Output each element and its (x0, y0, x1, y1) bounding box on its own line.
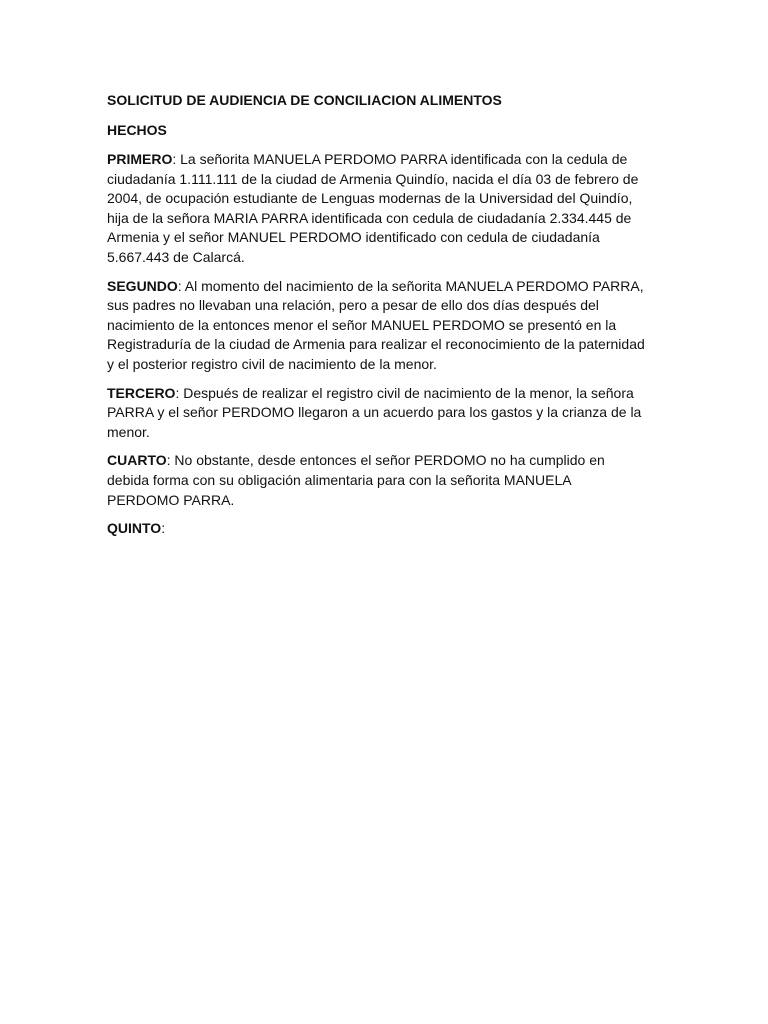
paragraph-text-cuarto: : No obstante, desde entonces el señor PERDOMO no ha cumplido en debida forma con su obligación alimentaria para con la señorita MANUELA PERDOMO PARRA. (107, 452, 605, 508)
paragraph-label-quinto: QUINTO (107, 520, 162, 537)
paragraph-label-primero: PRIMERO (107, 151, 173, 167)
paragraph-text-primero: : La señorita MANUELA PERDOMO PARRA identificada con la cedula de ciudadanía 1.111.111 de la ciudad de Armenia Quindío, nacida el día 03 de febrero de 2004, de ocupación estudiante de Lenguas modernas de la Universidad del Quindío, hija de la señora MARIA PARRA identificada con cedula de ciudadanía 2.334.445 de Armenia y el señor MANUEL PERDOMO identificado con cedula de ciudadanía 5.667.443 de Calarcá. (107, 151, 639, 265)
paragraph-label-cuarto: CUARTO (107, 452, 167, 469)
paragraph-text-quinto: : (161, 520, 166, 537)
paragraph-segundo (107, 277, 647, 375)
document-title: SOLICITUD DE AUDIENCIA DE CONCILIACION ALIMENTOS (107, 92, 502, 108)
paragraph-text-segundo: : Al momento del nacimiento de la señorita MANUELA PERDOMO PARRA, sus padres no llevaban una relación, pero a pesar de ello dos días después del nacimiento de la entonces menor el señor MANUEL PERDOMO se presentó en la Registraduría de la ciudad de Armenia para realizar el reconocimiento de la paternidad y el posterior registro civil de nacimiento de la menor. (107, 277, 645, 372)
paragraph-text-tercero: : Después de realizar el registro civil de nacimiento de la menor, la señora PARRA y el señor PERDOMO llegaron a un acuerdo para los gastos y la crianza de la menor. (107, 384, 642, 440)
paragraph-cuarto (107, 451, 647, 510)
document-page (107, 91, 647, 548)
paragraph-label-tercero: TERCERO (107, 384, 176, 401)
paragraph-tercero (107, 384, 647, 443)
paragraph-primero (107, 150, 647, 268)
section-heading-hechos: HECHOS (107, 122, 167, 138)
paragraph-label-segundo: SEGUNDO (107, 277, 178, 294)
paragraph-quinto (107, 519, 647, 539)
